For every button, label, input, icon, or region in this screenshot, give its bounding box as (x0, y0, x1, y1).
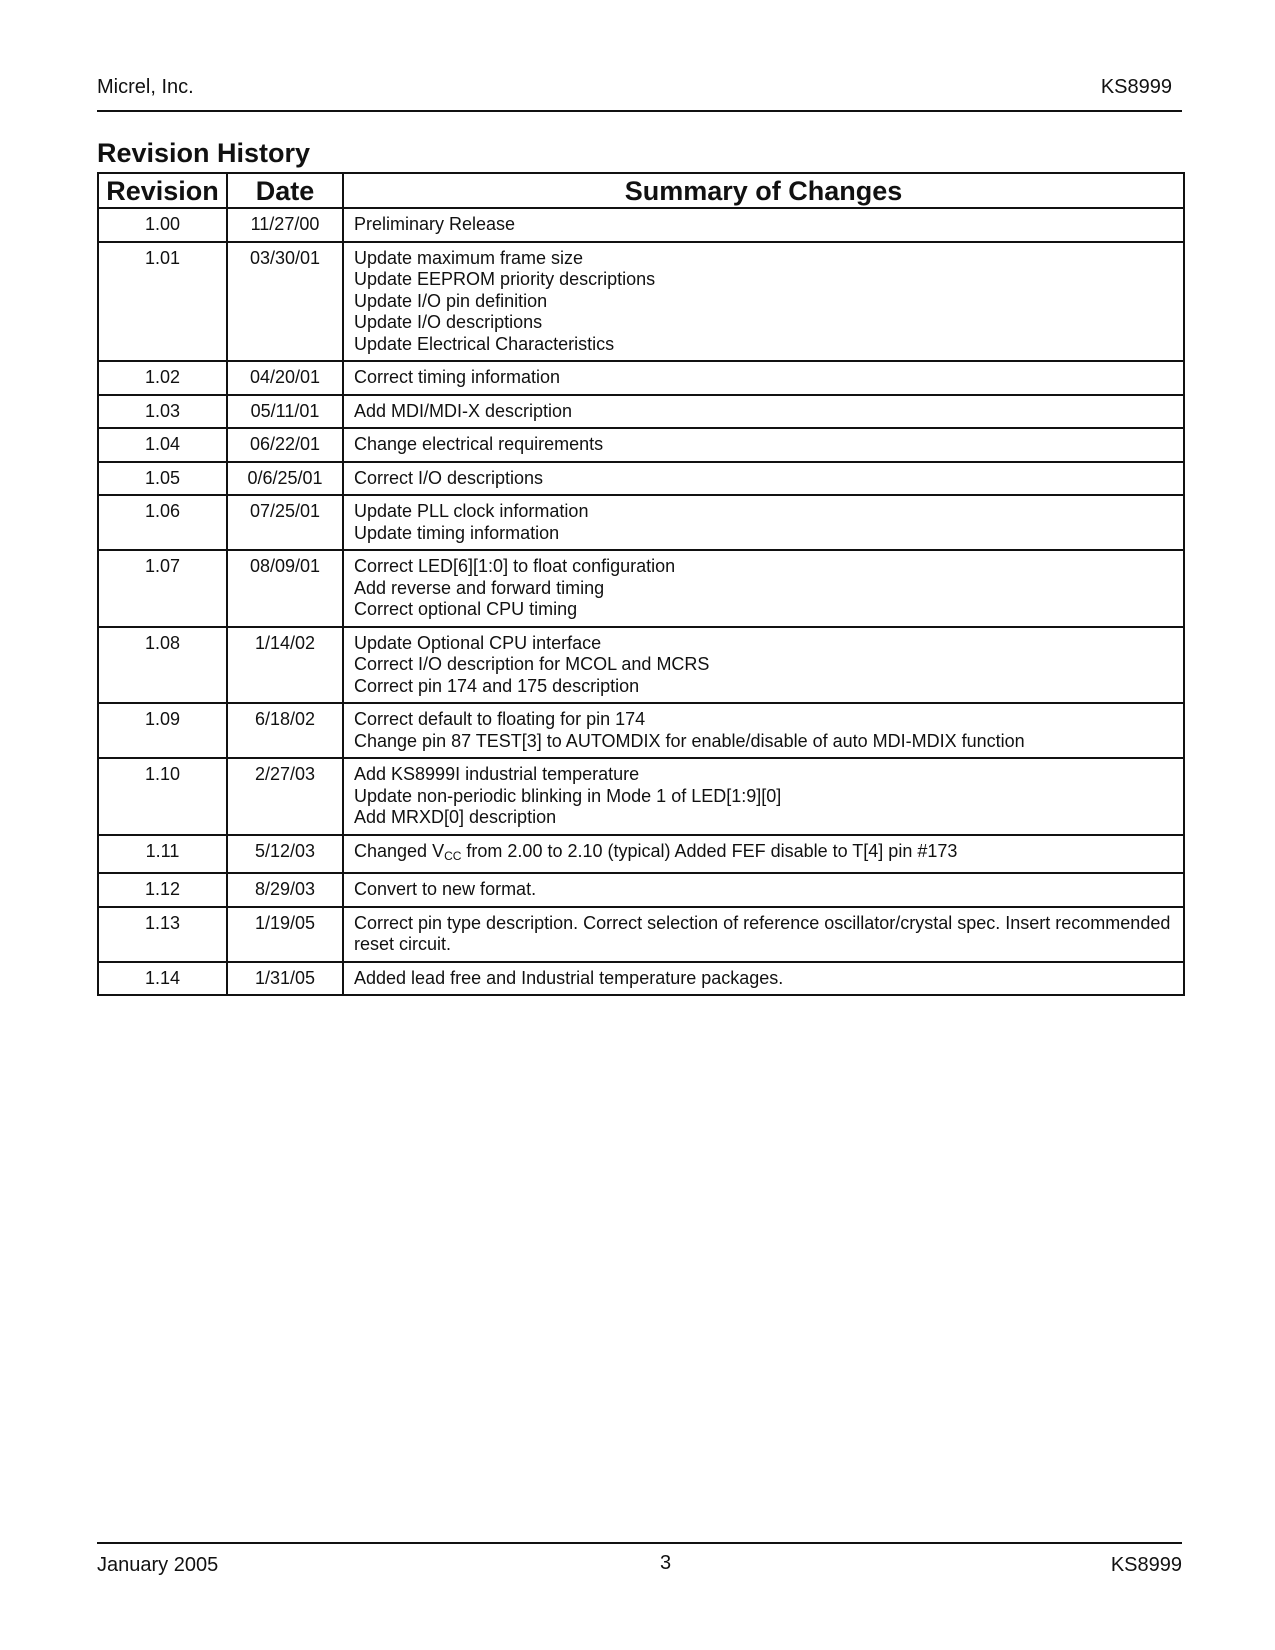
table-row (98, 462, 1184, 496)
table-row (98, 962, 1184, 996)
date-cell: 5/12/03 (227, 835, 343, 874)
date-cell: 1/31/05 (227, 962, 343, 996)
table-row (98, 361, 1184, 395)
change-line: Correct timing information (354, 367, 561, 387)
change-line: Correct I/O description for MCOL and MCRS (354, 654, 710, 674)
date-cell: 1/19/05 (227, 907, 343, 962)
footer-part-number: KS8999 (1110, 1554, 1182, 1576)
date-cell: 11/27/00 (227, 208, 343, 242)
date-cell: 0/6/25/01 (227, 462, 343, 496)
table-row (98, 550, 1184, 627)
revision-cell: 1.01 (98, 242, 227, 362)
table-row (98, 395, 1184, 429)
change-line: Add reverse and forward timing (354, 577, 605, 598)
change-line: Update EEPROM priority descriptions (354, 269, 656, 289)
vcc-subscript: CC (444, 848, 462, 863)
table-row (98, 495, 1184, 550)
change-line: Correct LED[6][1:0] to float configuration (354, 556, 676, 576)
revision-cell: 1.13 (98, 907, 227, 962)
date-cell: 1/14/02 (227, 627, 343, 704)
change-text-suffix: from 2.00 to 2.10 (typical) Added FEF disable to T[4] pin #173 (461, 840, 958, 861)
page-number: 3 (660, 1552, 672, 1574)
summary-cell (343, 428, 1184, 462)
change-line: Correct pin 174 and 175 description (354, 675, 640, 696)
revision-cell: 1.02 (98, 361, 227, 395)
summary-cell (343, 835, 1184, 874)
change-line: Update I/O descriptions (354, 312, 543, 332)
revision-cell: 1.04 (98, 428, 227, 462)
summary-cell (343, 550, 1184, 627)
table-row (98, 428, 1184, 462)
summary-cell (343, 395, 1184, 429)
column-header-summary: Summary of Changes (343, 173, 1184, 208)
revision-cell: 1.09 (98, 703, 227, 758)
change-line (354, 841, 1175, 868)
change-line: Update timing information (354, 522, 560, 543)
change-line: Add KS8999I industrial temperature (354, 764, 640, 784)
change-line: Add MDI/MDI-X description (354, 400, 573, 421)
header-company: Micrel, Inc. (97, 76, 194, 98)
change-line: Change electrical requirements (354, 434, 604, 454)
change-line: Convert to new format. (354, 879, 537, 899)
revision-cell: 1.12 (98, 873, 227, 907)
date-cell: 05/11/01 (227, 395, 343, 429)
summary-cell (343, 361, 1184, 395)
revision-cell: 1.06 (98, 495, 227, 550)
footer-date: January 2005 (97, 1554, 219, 1576)
table-row (98, 627, 1184, 704)
table-row (98, 835, 1184, 874)
change-line: Update Optional CPU interface (354, 632, 602, 653)
table-row (98, 242, 1184, 362)
revision-cell: 1.05 (98, 462, 227, 496)
date-cell: 8/29/03 (227, 873, 343, 907)
summary-cell (343, 758, 1184, 835)
summary-cell (343, 907, 1184, 962)
revision-cell: 1.08 (98, 627, 227, 704)
change-line: Update I/O pin definition (354, 290, 548, 311)
summary-cell (343, 208, 1184, 242)
table-row (98, 703, 1184, 758)
table-header-row (98, 173, 1184, 208)
summary-cell (343, 462, 1184, 496)
revision-cell: 1.10 (98, 758, 227, 835)
summary-cell (343, 242, 1184, 362)
date-cell: 06/22/01 (227, 428, 343, 462)
date-cell: 08/09/01 (227, 550, 343, 627)
change-line: Update PLL clock information (354, 501, 589, 521)
date-cell: 07/25/01 (227, 495, 343, 550)
change-line: Update non-periodic blinking in Mode 1 of LED[1:9][0] (354, 785, 782, 806)
summary-cell (343, 873, 1184, 907)
change-line: Correct default to floating for pin 174 (354, 709, 646, 729)
revision-history-table (97, 172, 1185, 996)
date-cell: 04/20/01 (227, 361, 343, 395)
table-row (98, 758, 1184, 835)
summary-cell (343, 962, 1184, 996)
revision-cell: 1.14 (98, 962, 227, 996)
revision-cell: 1.11 (98, 835, 227, 874)
table-body (98, 208, 1184, 995)
column-header-date: Date (227, 173, 343, 208)
change-line: Correct pin type description. Correct selection of reference oscillator/crystal spec. Insert recommended reset circuit. (354, 912, 1171, 954)
date-cell: 2/27/03 (227, 758, 343, 835)
table-row (98, 873, 1184, 907)
change-line: Correct I/O descriptions (354, 467, 544, 488)
change-line: Preliminary Release (354, 214, 516, 234)
revision-cell: 1.00 (98, 208, 227, 242)
change-line: Added lead free and Industrial temperature packages. (354, 967, 784, 988)
change-text-prefix: Changed V (354, 840, 445, 861)
summary-cell (343, 703, 1184, 758)
change-line: Update maximum frame size (354, 247, 584, 268)
table-row (98, 907, 1184, 962)
date-cell: 6/18/02 (227, 703, 343, 758)
table-row (98, 208, 1184, 242)
change-line: Add MRXD[0] description (354, 807, 557, 827)
page-footer (97, 1542, 1182, 1584)
section-title: Revision History (97, 138, 311, 168)
change-line: Correct optional CPU timing (354, 599, 578, 619)
summary-cell (343, 627, 1184, 704)
date-cell: 03/30/01 (227, 242, 343, 362)
change-line: Update Electrical Characteristics (354, 333, 615, 354)
change-line: Change pin 87 TEST[3] to AUTOMDIX for enable/disable of auto MDI-MDIX function (354, 730, 1025, 751)
revision-cell: 1.03 (98, 395, 227, 429)
page-header (97, 72, 1182, 112)
summary-cell (343, 495, 1184, 550)
revision-cell: 1.07 (98, 550, 227, 627)
header-part-number: KS8999 (1100, 76, 1172, 98)
column-header-revision: Revision (98, 173, 227, 208)
